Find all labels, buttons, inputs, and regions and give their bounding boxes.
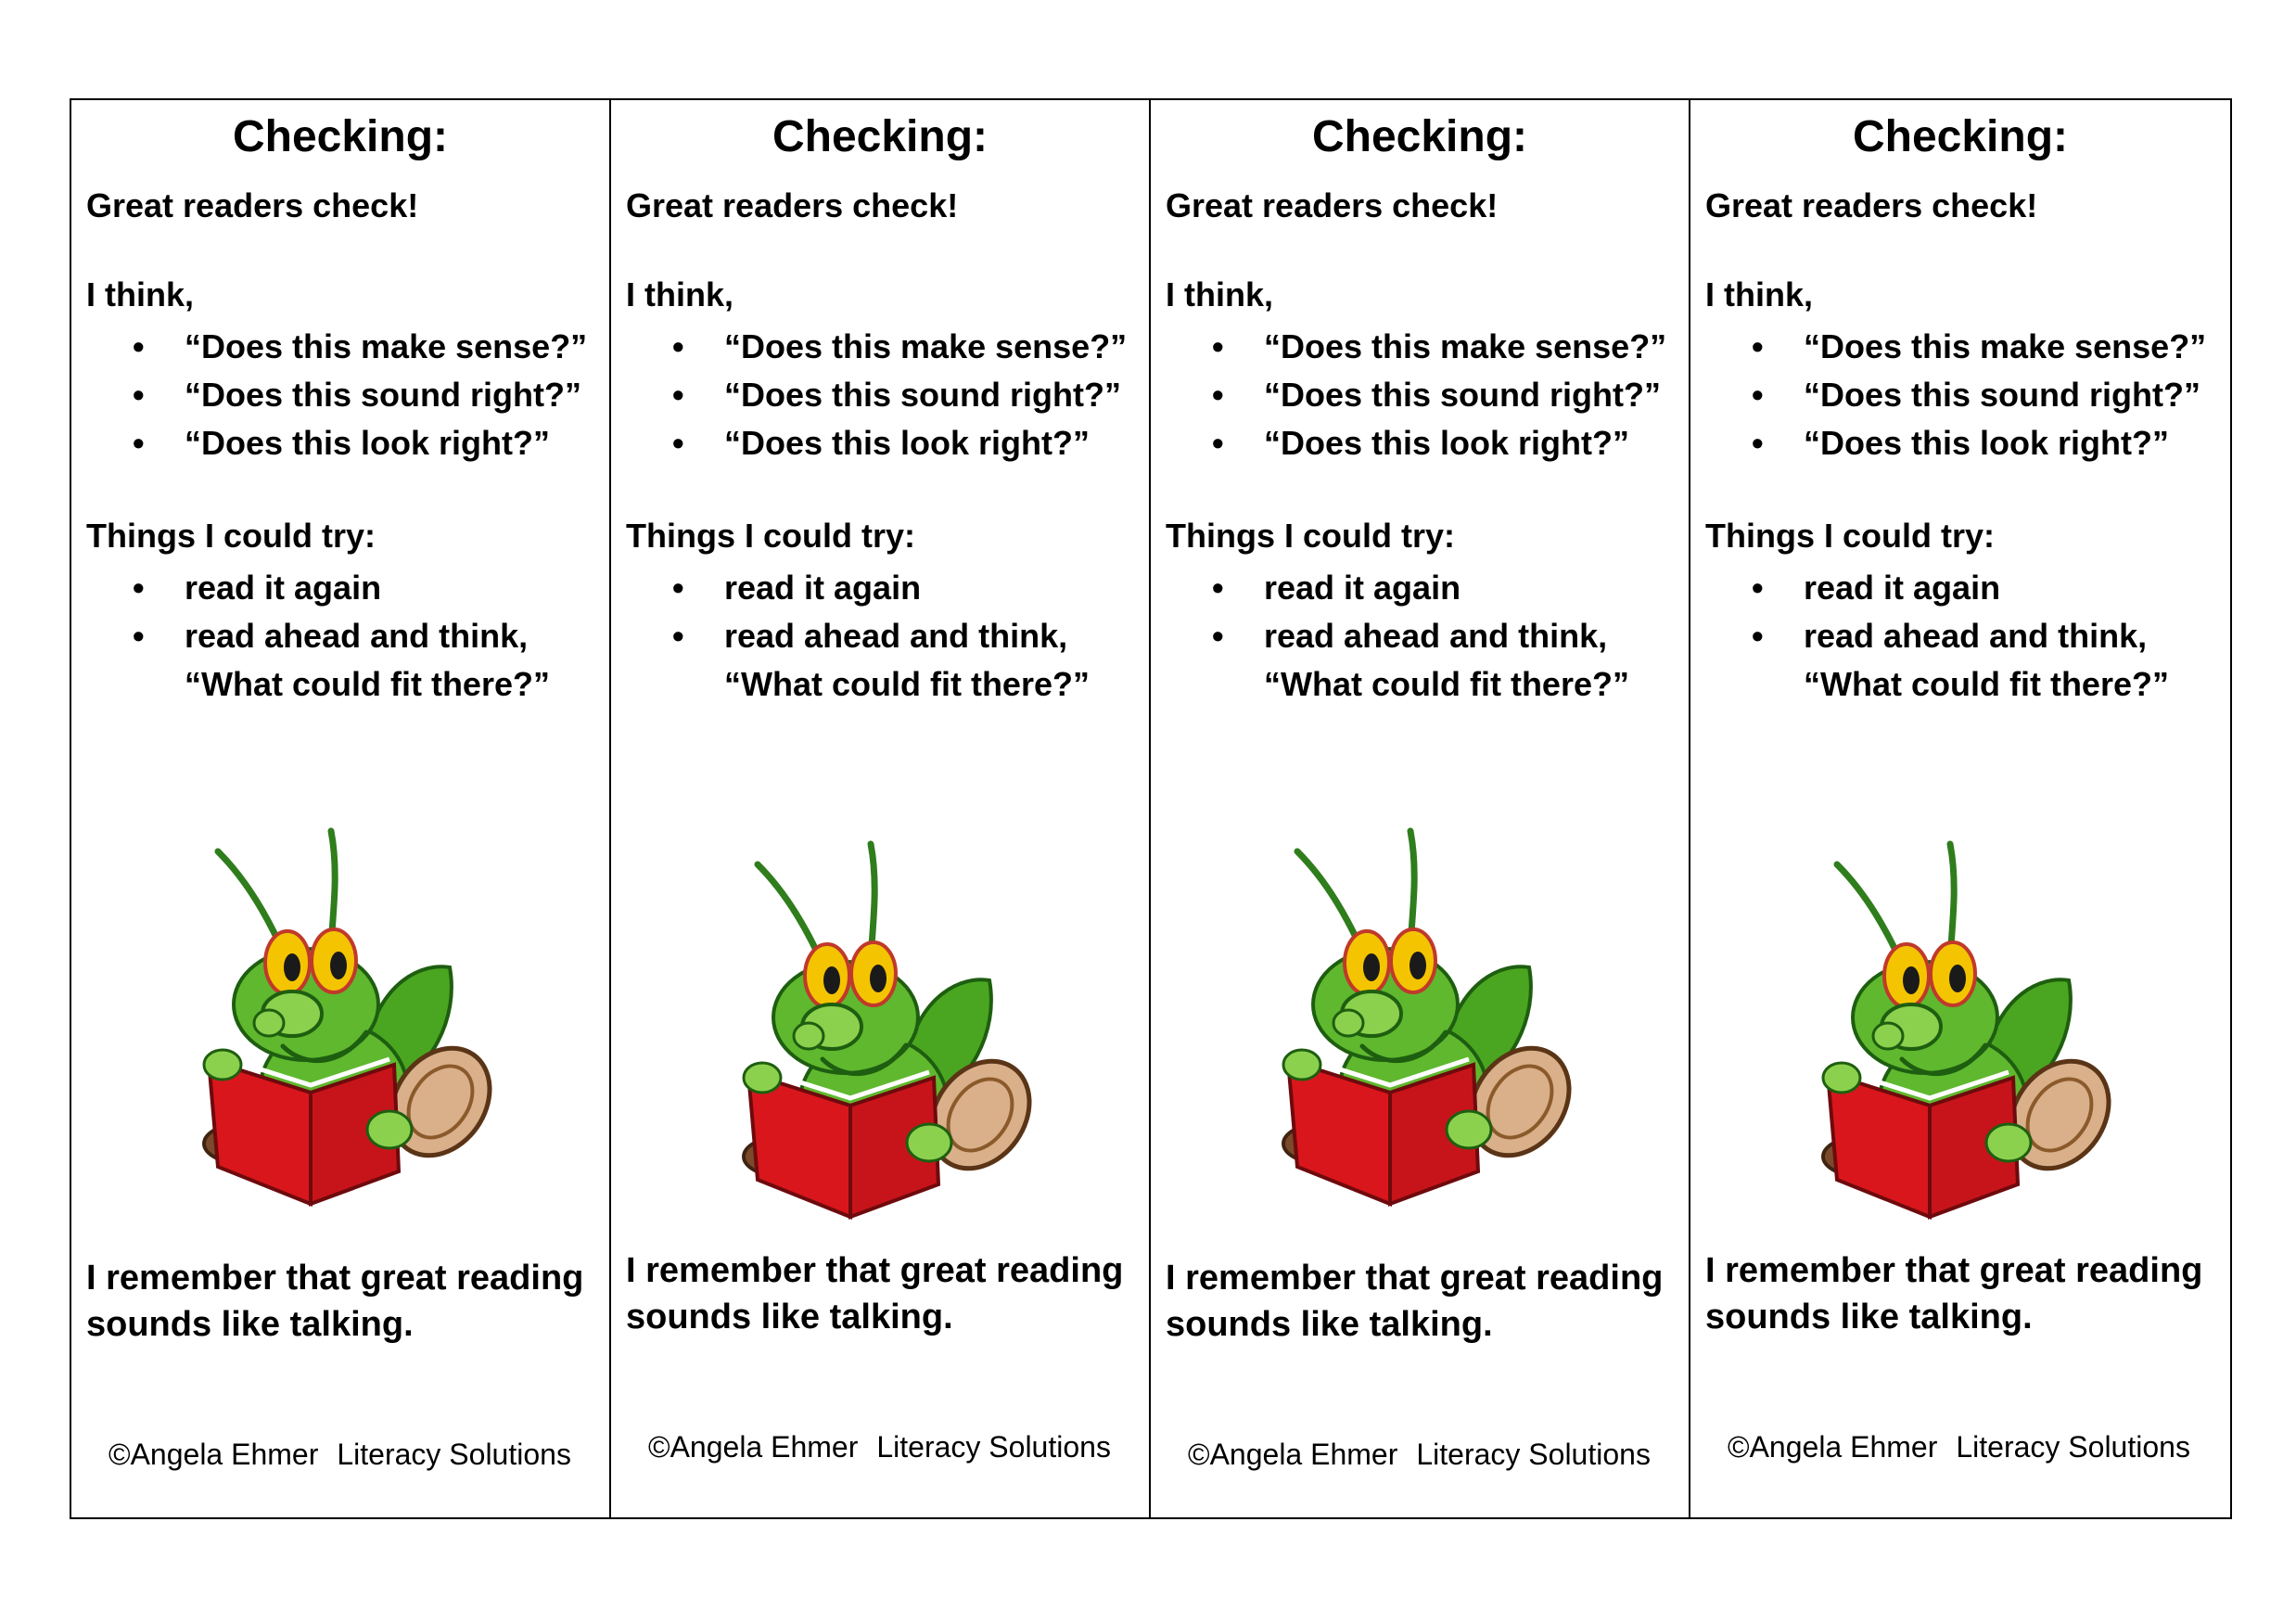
cartoon-bug-reading-book-icon (181, 814, 496, 1222)
try-list (1166, 564, 1629, 709)
try-item: • read it again (1705, 564, 2169, 612)
question-item: • “Does this look right?” (626, 419, 1127, 467)
remember-line: sounds like talking. (1705, 1298, 2033, 1336)
remember-text (626, 1247, 1145, 1340)
try-item-continuation: “What could fit there?” (1264, 665, 1629, 703)
credit-author: ©Angela Ehmer (108, 1438, 319, 1471)
question-item: • “Does this look right?” (1705, 419, 2206, 467)
try-label: Things I could try: (626, 517, 915, 555)
card-intro: Great readers check! (1705, 186, 2038, 224)
copyright-credit (1188, 1436, 1651, 1473)
try-item: • read ahead and think, (626, 612, 1090, 660)
bookmark-card (1690, 100, 2230, 1517)
credit-org: Literacy Solutions (1956, 1430, 2190, 1464)
question-list (86, 323, 587, 467)
credit-org: Literacy Solutions (876, 1430, 1111, 1464)
card-intro: Great readers check! (1166, 186, 1499, 224)
card-intro: Great readers check! (626, 186, 959, 224)
remember-text (86, 1255, 606, 1348)
try-list (1705, 564, 2169, 709)
bookmark-card (611, 100, 1151, 1517)
think-label: I think, (1705, 275, 1813, 313)
card-title: Checking: (1311, 112, 1528, 161)
try-item: • read ahead and think, (1705, 612, 2169, 660)
remember-line: I remember that great reading (1166, 1259, 1664, 1298)
card-title: Checking: (1852, 112, 2069, 161)
question-list (1166, 323, 1666, 467)
bookmark-card (71, 100, 611, 1517)
try-label: Things I could try: (86, 517, 376, 555)
question-item: • “Does this make sense?” (1705, 323, 2206, 371)
question-item: • “Does this sound right?” (1166, 371, 1666, 419)
remember-line: I remember that great reading (86, 1259, 584, 1298)
question-item: • “Does this sound right?” (626, 371, 1127, 419)
think-label: I think, (1166, 275, 1273, 313)
remember-line: sounds like talking. (1166, 1305, 1493, 1344)
card-intro: Great readers check! (86, 186, 419, 224)
question-item: • “Does this make sense?” (1166, 323, 1666, 371)
question-item: • “Does this make sense?” (626, 323, 1127, 371)
try-item-continuation: “What could fit there?” (724, 665, 1090, 703)
try-list (626, 564, 1090, 709)
question-item: • “Does this sound right?” (1705, 371, 2206, 419)
try-item-continuation: “What could fit there?” (1804, 665, 2169, 703)
remember-line: sounds like talking. (86, 1305, 414, 1344)
credit-org: Literacy Solutions (337, 1438, 571, 1471)
question-item: • “Does this look right?” (1166, 419, 1666, 467)
remember-text (1705, 1247, 2225, 1340)
cartoon-bug-reading-book-icon (721, 827, 1036, 1235)
question-list (1705, 323, 2206, 467)
copyright-credit (648, 1428, 1111, 1465)
credit-author: ©Angela Ehmer (1188, 1438, 1398, 1471)
try-item: • read it again (1166, 564, 1629, 612)
try-item: • read it again (86, 564, 550, 612)
credit-author: ©Angela Ehmer (648, 1430, 859, 1464)
card-title: Checking: (772, 112, 989, 161)
cartoon-bug-reading-book-icon (1260, 814, 1575, 1222)
bookmark-sheet (70, 98, 2232, 1519)
question-item: • “Does this sound right?” (86, 371, 587, 419)
try-label: Things I could try: (1705, 517, 1995, 555)
think-label: I think, (86, 275, 194, 313)
question-list (626, 323, 1127, 467)
try-item: • read ahead and think, (86, 612, 550, 660)
copyright-credit (1728, 1428, 2190, 1465)
card-title: Checking: (232, 112, 449, 161)
bookmark-card (1151, 100, 1690, 1517)
question-item: • “Does this make sense?” (86, 323, 587, 371)
copyright-credit (108, 1436, 571, 1473)
try-item: • read ahead and think, (1166, 612, 1629, 660)
try-item: • read it again (626, 564, 1090, 612)
credit-author: ©Angela Ehmer (1728, 1430, 1938, 1464)
try-item-continuation: “What could fit there?” (185, 665, 550, 703)
remember-line: I remember that great reading (626, 1251, 1124, 1290)
remember-line: sounds like talking. (626, 1298, 953, 1336)
cartoon-bug-reading-book-icon (1800, 827, 2115, 1235)
credit-org: Literacy Solutions (1416, 1438, 1651, 1471)
question-item: • “Does this look right?” (86, 419, 587, 467)
try-list (86, 564, 550, 709)
think-label: I think, (626, 275, 733, 313)
try-label: Things I could try: (1166, 517, 1455, 555)
remember-text (1166, 1255, 1685, 1348)
remember-line: I remember that great reading (1705, 1251, 2203, 1290)
